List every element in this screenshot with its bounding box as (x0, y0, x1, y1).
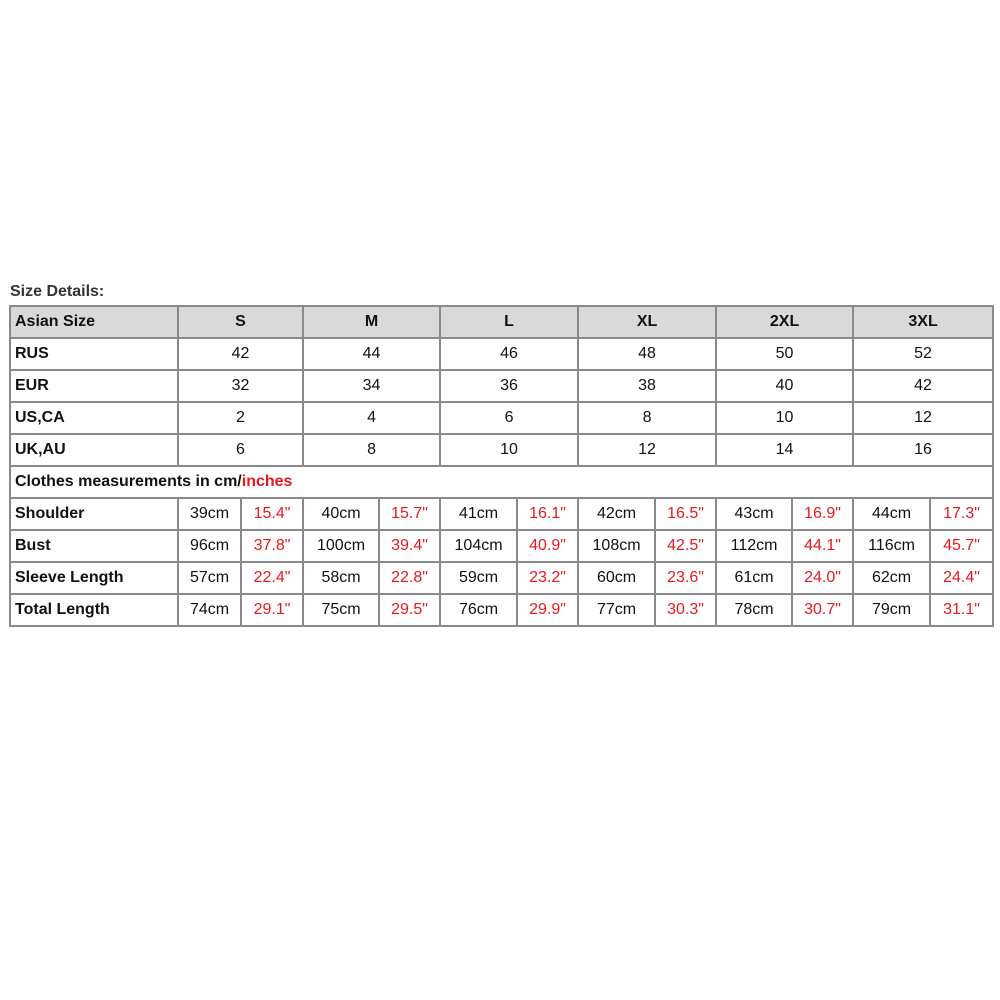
measurement-row-total-length (10, 594, 993, 626)
size-header-cell: L (440, 306, 578, 338)
cm-cell: 104cm (440, 530, 517, 562)
cm-cell: 41cm (440, 498, 517, 530)
inch-cell: 15.4" (241, 498, 303, 530)
measurement-row-shoulder (10, 498, 993, 530)
table-cell: 38 (578, 370, 716, 402)
cm-cell: 57cm (178, 562, 241, 594)
row-label: Bust (10, 530, 178, 562)
conversion-row-eur (10, 370, 993, 402)
inch-cell: 22.4" (241, 562, 303, 594)
inch-cell: 29.9" (517, 594, 578, 626)
table-cell: 40 (716, 370, 853, 402)
table-cell: 6 (440, 402, 578, 434)
row-label: Sleeve Length (10, 562, 178, 594)
row-label: Total Length (10, 594, 178, 626)
measurements-section-row (10, 466, 993, 498)
conversion-row-us-ca (10, 402, 993, 434)
cm-cell: 61cm (716, 562, 792, 594)
cm-cell: 75cm (303, 594, 379, 626)
conversion-row-rus (10, 338, 993, 370)
size-chart-table (9, 305, 994, 627)
measurement-row-sleeve-length (10, 562, 993, 594)
size-header-cell: 2XL (716, 306, 853, 338)
cm-cell: 78cm (716, 594, 792, 626)
size-header-cell: M (303, 306, 440, 338)
cm-cell: 79cm (853, 594, 930, 626)
cm-cell: 39cm (178, 498, 241, 530)
inch-cell: 30.3" (655, 594, 716, 626)
cm-cell: 108cm (578, 530, 655, 562)
inch-cell: 29.5" (379, 594, 440, 626)
table-cell: 42 (853, 370, 993, 402)
inch-cell: 24.0" (792, 562, 853, 594)
inch-cell: 24.4" (930, 562, 993, 594)
inch-cell: 23.6" (655, 562, 716, 594)
inch-cell: 16.5" (655, 498, 716, 530)
conversion-row-uk-au (10, 434, 993, 466)
measurement-row-bust (10, 530, 993, 562)
inch-cell: 23.2" (517, 562, 578, 594)
header-label: Asian Size (10, 306, 178, 338)
inch-cell: 15.7" (379, 498, 440, 530)
inch-cell: 16.1" (517, 498, 578, 530)
measurements-section-heading (10, 466, 993, 498)
section-prefix: Clothes measurements in cm/ (15, 473, 242, 490)
table-cell: 12 (578, 434, 716, 466)
table-cell: 34 (303, 370, 440, 402)
table-cell: 46 (440, 338, 578, 370)
cm-cell: 60cm (578, 562, 655, 594)
inch-cell: 37.8" (241, 530, 303, 562)
table-cell: 14 (716, 434, 853, 466)
cm-cell: 76cm (440, 594, 517, 626)
cm-cell: 42cm (578, 498, 655, 530)
table-cell: 10 (440, 434, 578, 466)
table-cell: 52 (853, 338, 993, 370)
table-cell: 12 (853, 402, 993, 434)
table-cell: 6 (178, 434, 303, 466)
table-cell: 16 (853, 434, 993, 466)
cm-cell: 62cm (853, 562, 930, 594)
inch-cell: 30.7" (792, 594, 853, 626)
inch-cell: 42.5" (655, 530, 716, 562)
cm-cell: 100cm (303, 530, 379, 562)
cm-cell: 58cm (303, 562, 379, 594)
size-header-cell: XL (578, 306, 716, 338)
size-header-cell: S (178, 306, 303, 338)
cm-cell: 40cm (303, 498, 379, 530)
cm-cell: 112cm (716, 530, 792, 562)
size-header-row (10, 306, 993, 338)
inch-cell: 16.9" (792, 498, 853, 530)
cm-cell: 77cm (578, 594, 655, 626)
row-label: Shoulder (10, 498, 178, 530)
inch-cell: 44.1" (792, 530, 853, 562)
row-label: RUS (10, 338, 178, 370)
table-cell: 48 (578, 338, 716, 370)
table-cell: 8 (303, 434, 440, 466)
inch-cell: 31.1" (930, 594, 993, 626)
table-cell: 50 (716, 338, 853, 370)
inch-cell: 17.3" (930, 498, 993, 530)
row-label: UK,AU (10, 434, 178, 466)
table-cell: 44 (303, 338, 440, 370)
page-title: Size Details: (10, 283, 105, 300)
table-cell: 42 (178, 338, 303, 370)
inch-cell: 39.4" (379, 530, 440, 562)
cm-cell: 44cm (853, 498, 930, 530)
inch-cell: 29.1" (241, 594, 303, 626)
cm-cell: 59cm (440, 562, 517, 594)
table-cell: 10 (716, 402, 853, 434)
size-header-cell: 3XL (853, 306, 993, 338)
table-cell: 8 (578, 402, 716, 434)
table-cell: 36 (440, 370, 578, 402)
table-cell: 4 (303, 402, 440, 434)
section-suffix-inches: inches (241, 473, 293, 490)
inch-cell: 22.8" (379, 562, 440, 594)
cm-cell: 43cm (716, 498, 792, 530)
cm-cell: 96cm (178, 530, 241, 562)
cm-cell: 116cm (853, 530, 930, 562)
table-cell: 32 (178, 370, 303, 402)
inch-cell: 40.9" (517, 530, 578, 562)
table-cell: 2 (178, 402, 303, 434)
row-label: US,CA (10, 402, 178, 434)
row-label: EUR (10, 370, 178, 402)
inch-cell: 45.7" (930, 530, 993, 562)
cm-cell: 74cm (178, 594, 241, 626)
